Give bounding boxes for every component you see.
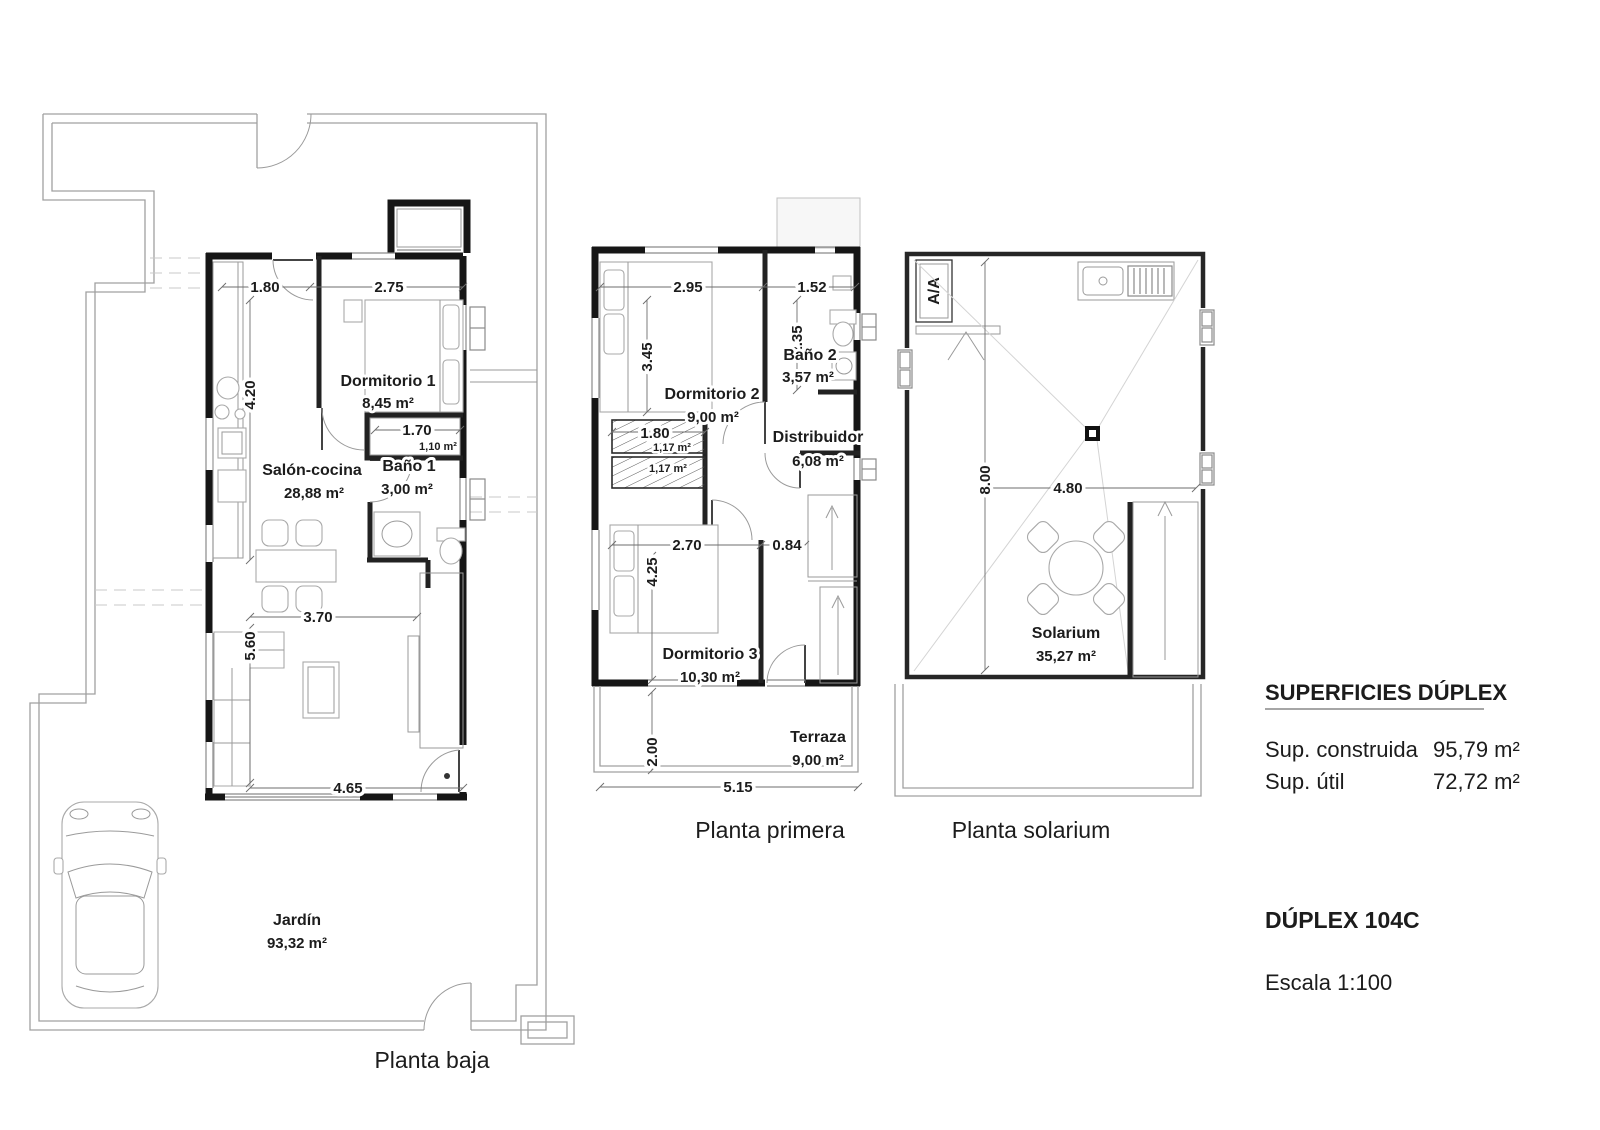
living-furniture	[214, 520, 339, 786]
dimensions-solarium	[977, 258, 1200, 674]
area-label-dormitorio1: 8,45 m²	[362, 395, 414, 412]
area-label-stairs: 1,10 m²	[419, 441, 457, 453]
dim-solarium-width: 4.80	[1053, 480, 1083, 497]
area-label-closet2: 1,17 m²	[649, 463, 687, 475]
void-above	[777, 198, 860, 248]
room-labels-baja	[262, 373, 490, 1073]
area-label-solarium: 35,27 m²	[1035, 648, 1097, 665]
window-box-icon	[862, 314, 876, 480]
area-label-salon: 28,88 m²	[283, 485, 345, 502]
dim-dorm2-width: 2.95	[673, 279, 703, 296]
toilet-icon	[830, 310, 856, 346]
room-label-salon: Salón-cocina	[262, 462, 362, 479]
dim-kitchen-length: 4.20	[242, 380, 259, 410]
title-block-heading: SUPERFICIES DÚPLEX	[1265, 680, 1508, 705]
room-label-bano1: Baño 1	[382, 458, 436, 475]
dim-salon-length: 5.60	[242, 631, 259, 661]
stairs-icon	[1130, 502, 1198, 677]
area-label-closet1: 1,17 m²	[653, 442, 691, 454]
room-label-distribuidor: Distribuidor	[772, 429, 864, 446]
stairs-icon	[808, 495, 857, 683]
area-label-terraza: 9,00 m²	[792, 752, 844, 769]
dim-bano2-depth: 2.35	[789, 325, 806, 355]
dim-salon-bottom: 4.65	[333, 780, 363, 797]
room-label-dormitorio2: Dormitorio 2	[664, 386, 760, 403]
dim-dorm1-width: 2.75	[374, 279, 404, 296]
patio-table-icon	[1025, 519, 1128, 618]
dim-dorm2-depth: 3.45	[639, 342, 656, 372]
area-label-jardin: 93,32 m²	[266, 935, 328, 952]
construida-value: 95,79 m²	[1433, 737, 1520, 762]
bano2-fixtures	[830, 276, 856, 380]
backdoor-icon	[421, 750, 459, 792]
sink-icon	[217, 377, 239, 399]
dim-closet-width: 1.80	[640, 425, 670, 442]
planta-baja-plan	[30, 114, 574, 1073]
dim-salon-width: 3.70	[303, 609, 333, 626]
appliance-icon	[218, 470, 246, 502]
dorm1-door-icon	[322, 408, 364, 450]
plan-title-baja: Planta baja	[374, 1047, 490, 1073]
dim-stairs-width: 1.70	[402, 422, 432, 439]
room-label-solarium: Solarium	[1031, 625, 1101, 642]
bed-icon	[610, 525, 718, 633]
room-label-dormitorio3: Dormitorio 3	[662, 646, 758, 663]
dim-hall-width: 0.84	[772, 537, 802, 554]
room-label-jardin: Jardín	[272, 912, 322, 929]
room-label-dormitorio1: Dormitorio 1	[340, 373, 436, 390]
bano1-fixtures	[374, 512, 465, 564]
room-label-terraza: Terraza	[790, 729, 846, 746]
entry-gate-icon	[257, 114, 311, 168]
area-label-bano2: 3,57 m²	[782, 369, 834, 386]
area-label-distribuidor: 6,08 m²	[792, 453, 844, 470]
planta-solarium-plan	[895, 254, 1214, 843]
area-label-bano1: 3,00 m²	[381, 481, 433, 498]
construida-label: Sup. construida	[1265, 737, 1418, 762]
dim-bano2-width: 1.52	[797, 279, 827, 296]
dim-entrance-width: 1.80	[250, 279, 280, 296]
dim-terraza-depth: 2.00	[644, 737, 661, 767]
util-label: Sup. útil	[1265, 769, 1345, 794]
room-label-bano2: Baño 2	[783, 347, 837, 364]
vanity-icon	[374, 512, 420, 556]
dim-dorm3-width: 2.70	[672, 537, 702, 554]
car-icon	[54, 802, 166, 1008]
ac-unit-label: A/A	[926, 277, 943, 305]
coffee-table-icon	[303, 662, 339, 718]
planta-primera-plan	[592, 198, 876, 843]
roof-drain-icon	[914, 260, 1198, 671]
util-value: 72,72 m²	[1433, 769, 1520, 794]
window-box-icon	[470, 307, 485, 520]
plan-title-solarium: Planta solarium	[951, 817, 1111, 843]
area-label-dormitorio3: 10,30 m²	[679, 669, 741, 686]
window-box-icon	[898, 310, 1214, 485]
sink-icon	[1078, 262, 1174, 300]
dim-terraza-width: 5.15	[723, 779, 753, 796]
plan-title-primera: Planta primera	[695, 817, 845, 843]
dining-table-icon	[256, 520, 336, 612]
lower-outline	[895, 684, 1201, 796]
garden-gate-icon	[424, 983, 471, 1030]
area-label-dormitorio2: 9,00 m²	[687, 409, 739, 426]
ac-unit-icon	[916, 260, 1000, 360]
model-label: DÚPLEX 104C	[1265, 907, 1420, 933]
scale-label: Escala 1:100	[1265, 970, 1393, 995]
title-block	[1265, 680, 1520, 995]
terraza-door-icon	[767, 645, 805, 686]
room-labels-solarium	[952, 625, 1111, 843]
porch-walls	[391, 203, 467, 256]
dim-solarium-depth: 8.00	[977, 465, 994, 495]
dim-dorm3-depth: 4.25	[644, 557, 661, 587]
